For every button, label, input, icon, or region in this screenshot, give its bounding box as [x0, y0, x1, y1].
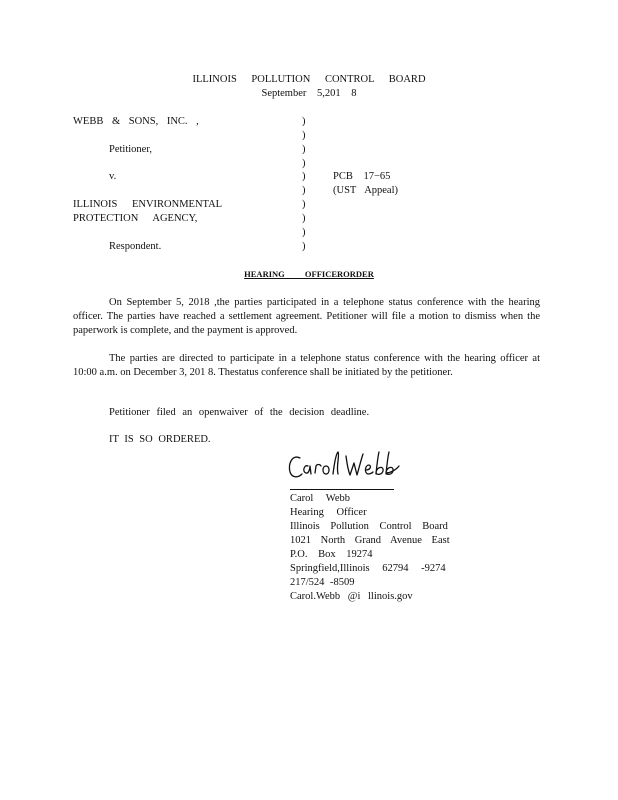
complainant-role: Petitioner, — [109, 144, 153, 155]
caption-paren: ) — [302, 158, 306, 169]
signer-name: Carol Webb — [290, 493, 350, 504]
complainant-name: WEBB & SONS, INC. , — [73, 116, 199, 127]
caption-paren: ) — [302, 213, 306, 224]
caption-paren: ) — [302, 185, 306, 196]
order-paragraph-1 — [73, 296, 540, 338]
signer-organization: Illinois Pollution Control Board — [290, 521, 448, 532]
signer-city: Springfield,Illinois 62794 -9274 — [290, 563, 446, 574]
case-type: (UST Appeal) — [333, 185, 399, 196]
respondent-name-line2: PROTECTION AGENCY, — [73, 213, 198, 224]
versus-label: v. — [109, 171, 117, 182]
board-name: ILLINOIS POLLUTION CONTROL BOARD — [192, 74, 426, 85]
order-title: HEARING OFFICERORDER — [244, 269, 374, 279]
signature-line — [290, 489, 394, 490]
caption-paren: ) — [302, 241, 306, 252]
signer-street: 1021 North Grand Avenue East — [290, 535, 450, 546]
signer-po-box: P.O. Box 19274 — [290, 549, 373, 560]
caption-paren: ) — [302, 116, 306, 127]
paragraph-text: The parties are directed to participate in a telephone status conference with the hearing officer at 10:00 a.m. on December 3, 201 8. Thestatus conference shall be initiated by the petitioner. — [73, 353, 540, 378]
case-number: PCB 17−65 — [333, 171, 391, 182]
caption-paren: ) — [302, 227, 306, 238]
respondent-name-line1: ILLINOIS ENVIRONMENTAL — [73, 199, 223, 210]
handwritten-signature — [286, 446, 416, 486]
caption-paren: ) — [302, 199, 306, 210]
signer-phone: 217/524 -8509 — [290, 577, 355, 588]
signer-email: Carol.Webb @i llinois.gov — [290, 591, 413, 602]
paragraph-text: On September 5, 2018 ,the parties participated in a telephone status conference with the hearing officer. The parties have reached a settlement agreement. Petitioner will file a motion to dismiss when the paperwork is complete, and the payment is approved. — [73, 297, 540, 336]
caption-paren: ) — [302, 171, 306, 182]
order-paragraph-2 — [73, 352, 540, 380]
caption-paren: ) — [302, 130, 306, 141]
caption-paren: ) — [302, 144, 306, 155]
respondent-role: Respondent. — [109, 241, 162, 252]
so-ordered: IT IS SO ORDERED. — [109, 434, 211, 445]
order-date: September 5,201 8 — [261, 88, 357, 99]
signer-title: Hearing Officer — [290, 507, 367, 518]
order-paragraph-3: Petitioner filed an openwaiver of the decision deadline. — [109, 407, 370, 418]
